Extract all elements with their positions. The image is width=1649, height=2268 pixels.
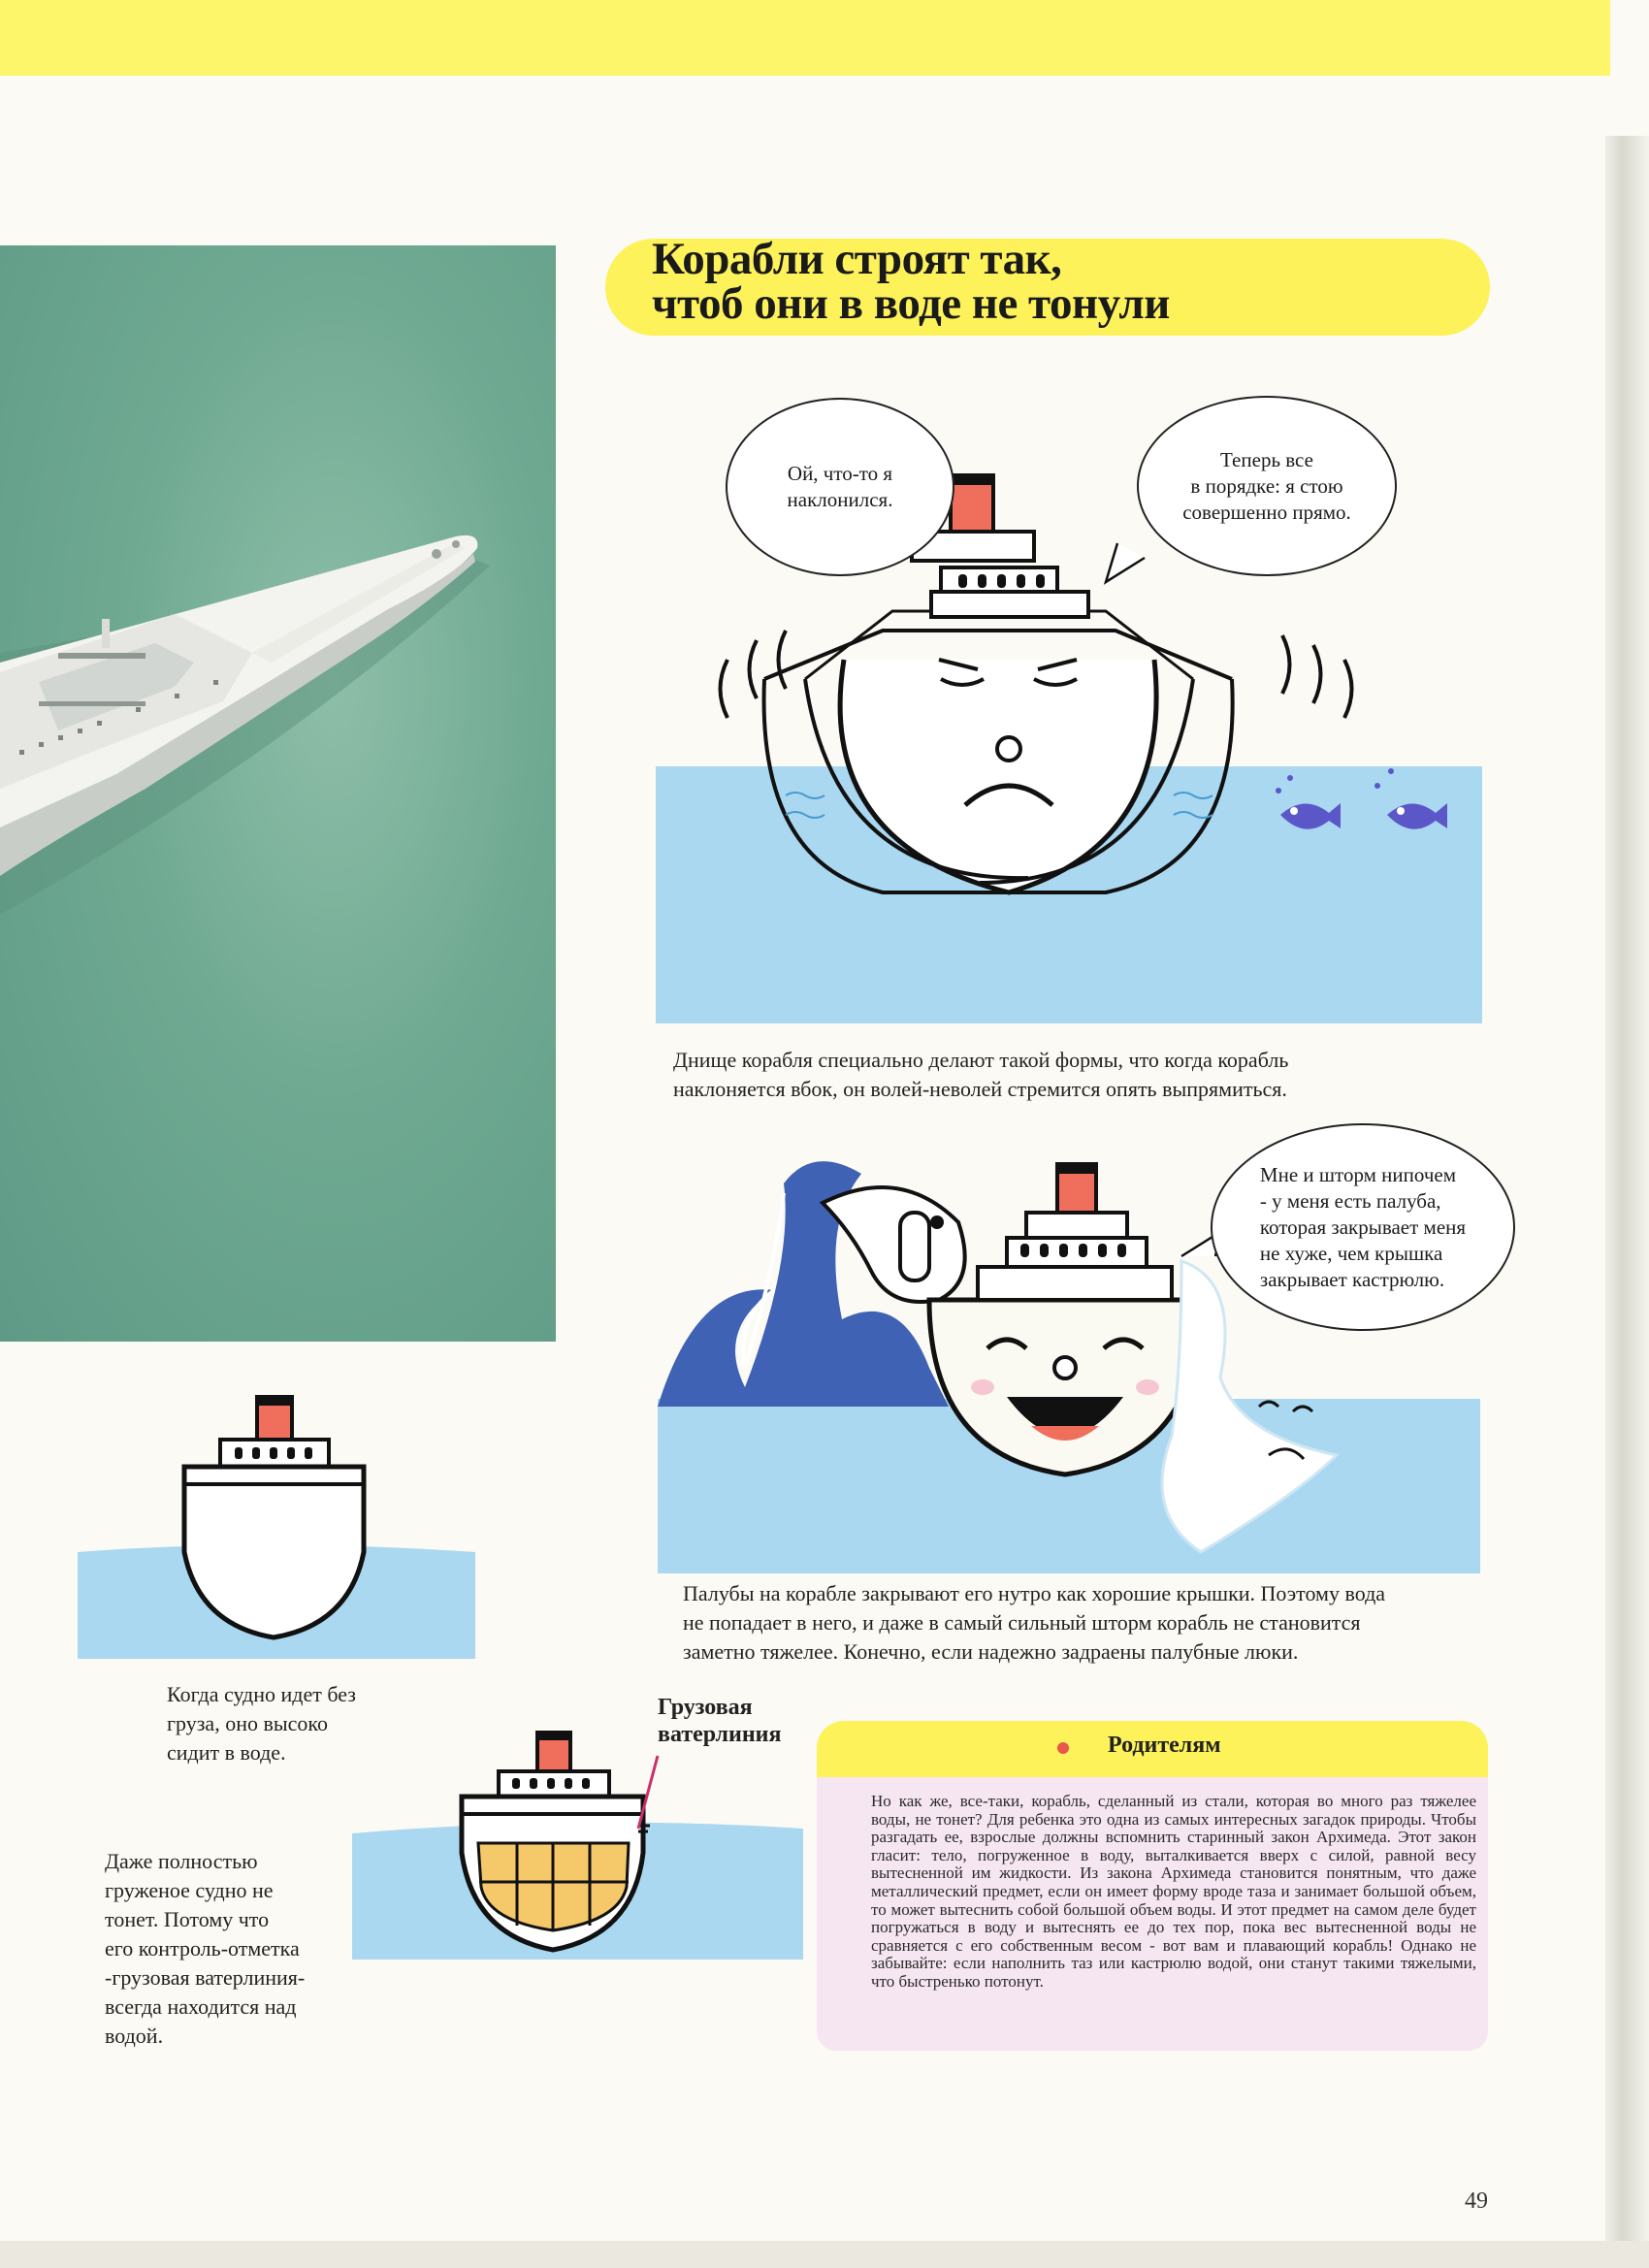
empty-ship-illustration <box>68 1387 485 1659</box>
loaded-ship-illustration <box>347 1717 813 1979</box>
cruise-ship-photo <box>0 245 556 1342</box>
waterline-label-line-2: ватерлиния <box>658 1722 782 1747</box>
waterline-label <box>658 1694 781 1748</box>
speech-bubble-upright <box>1137 396 1397 576</box>
caption-loaded-line-1: Даже полностью <box>105 1849 258 1873</box>
page-title <box>652 234 1447 329</box>
caption-loaded-line-3: тонет. Потому что <box>105 1907 270 1931</box>
caption-hull-line-1: Днище корабля специально делают такой формы, что когда корабль <box>673 1048 1289 1072</box>
page-edge-bottom <box>0 2241 1649 2268</box>
title-line-2: чтоб они в воде не тонули <box>652 278 1170 329</box>
caption-loaded-line-6: всегда находится над <box>105 1994 297 2019</box>
caption-empty-line-2: груза, оно высоко <box>167 1711 328 1735</box>
bubble-storm-line-2: - у меня есть палуба, <box>1259 1188 1441 1213</box>
caption-empty-line-3: сидит в воде. <box>167 1740 286 1765</box>
caption-empty-line-1: Когда судно идет без <box>167 1682 356 1706</box>
bubble-upright-line-2: в порядке: я стою <box>1190 473 1343 498</box>
caption-hull-line-2: наклоняется вбок, он волей-неволей стремится опять выпрямиться. <box>673 1077 1287 1101</box>
bubble-tilted-line-2: наклонился. <box>787 488 893 511</box>
caption-deck <box>683 1579 1498 1667</box>
caption-hull <box>673 1046 1478 1104</box>
page-number: 49 <box>1465 2188 1488 2214</box>
bubble-storm-line-4: не хуже, чем крышка <box>1259 1241 1443 1265</box>
cruise-ship-illustration <box>0 245 556 1342</box>
bullet-icon <box>1057 1742 1069 1754</box>
bubble-storm-line-3: которая закрывает меня <box>1259 1215 1467 1239</box>
bubble-upright-line-3: совершенно прямо. <box>1182 500 1351 524</box>
bubble-storm-line-1: Мне и шторм нипочем <box>1259 1162 1457 1186</box>
parents-title: Родителям <box>1108 1733 1221 1758</box>
page-edge-right <box>1605 136 1649 2268</box>
bubble-upright-line-1: Теперь все <box>1220 447 1313 471</box>
parents-text: Но как же, все-таки, корабль, сделанный из стали, которая во много раз тяжелее воды, не тонет? Для ребенка это одна из самых интересных загадок природы. Чтобы разгадать ее, взрослые должны вспомнить старинный закон Архимеда. Этот закон гласит: тело, погруженное в воду, выталкивается вверх с силой, равной весу вытесненной им жидкости. Из закона Архимеда становится понятным, что даже металлический предмет, если он имеет форму вроде таза и занимает большой объем, то может вытеснить собой большой объем воды. И этот предмет на самом деле будет погружаться в воду и вытеснять ее до тех пор, пока вес вытесненной воды не сравняется с его собственным весом - вот вам и плавающий корабль! Однако не забывайте: если наполнить таз или кастрюлю водой, они станут такими тяжелыми, что быстренько потонут. <box>871 1792 1476 1991</box>
caption-loaded-line-4: его контроль-отметка <box>105 1936 300 1960</box>
caption-deck-line-2: не попадает в него, и даже в самый сильный шторм корабль не становится <box>683 1610 1361 1635</box>
caption-loaded-line-5: -грузовая ватерлиния- <box>105 1965 306 1990</box>
bubble-tilted-line-1: Ой, что-то я <box>787 462 893 485</box>
speech-bubble-tilted <box>726 398 954 576</box>
caption-loaded-line-2: груженое судно не <box>105 1878 274 1902</box>
waterline-label-line-1: Грузовая <box>658 1695 753 1720</box>
caption-deck-line-1: Палубы на корабле закрывают его нутро как хорошие крышки. Поэтому вода <box>683 1581 1386 1605</box>
caption-loaded-line-7: водой. <box>105 2024 164 2048</box>
top-yellow-band <box>0 0 1610 76</box>
title-line-1: Корабли строят так, <box>652 234 1062 284</box>
caption-deck-line-3: заметно тяжелее. Конечно, если надежно задраены палубные люки. <box>683 1639 1299 1664</box>
speech-bubble-storm <box>1211 1123 1515 1331</box>
bubble-storm-line-5: закрывает кастрюлю. <box>1259 1267 1445 1291</box>
caption-loaded <box>105 1847 396 2051</box>
